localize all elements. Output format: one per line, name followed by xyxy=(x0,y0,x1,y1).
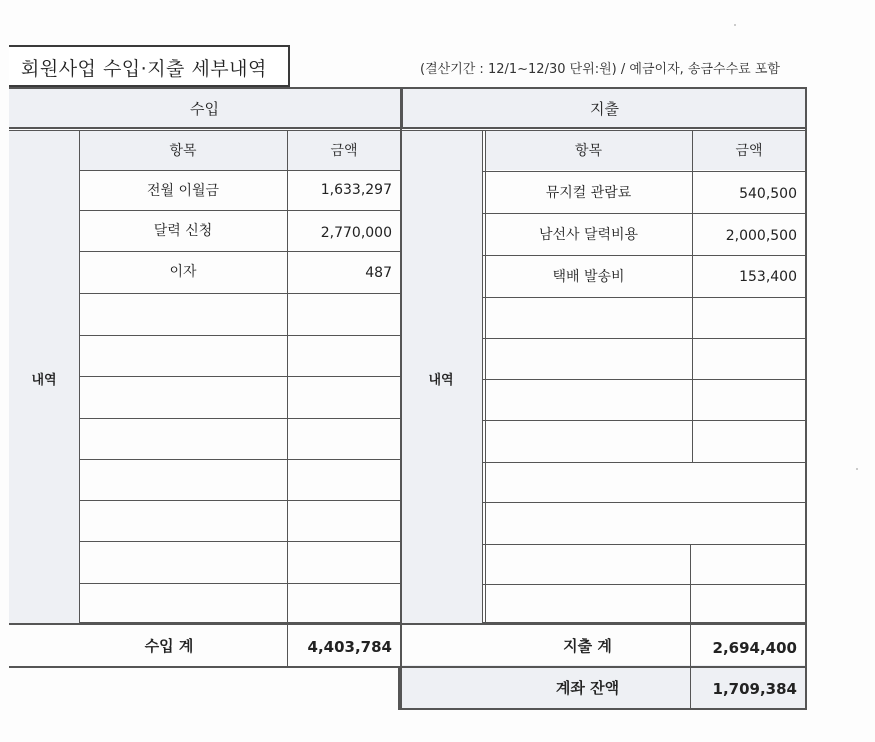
expense-total-value: 2,694,400 xyxy=(712,639,797,657)
grid-line xyxy=(9,666,807,668)
income-col-amount: 금액 xyxy=(330,143,358,159)
grid-line xyxy=(287,625,288,666)
grid-line xyxy=(482,255,805,256)
grid-line xyxy=(79,418,400,419)
grid-line xyxy=(79,335,400,336)
grid-line xyxy=(79,459,400,460)
income-row-label: 내역 xyxy=(31,372,57,388)
income-total-label: 수입 계 xyxy=(144,636,194,655)
income-row-3-item: 이자 xyxy=(169,264,197,280)
income-total-value: 4,403,784 xyxy=(307,638,392,656)
balance-value: 1,709,384 xyxy=(712,680,797,698)
income-col-item: 항목 xyxy=(169,143,197,159)
page-title xyxy=(9,45,290,87)
grid-line xyxy=(805,88,807,709)
grid-line xyxy=(482,544,805,545)
grid-line xyxy=(79,583,400,584)
expense-header: 지출 xyxy=(402,88,807,128)
expense-col-item: 항목 xyxy=(574,143,603,159)
scan-speck xyxy=(734,24,736,26)
grid-line xyxy=(9,87,807,89)
grid-line xyxy=(79,130,80,624)
expense-row-1-amount: 540,500 xyxy=(739,186,797,202)
grid-line xyxy=(482,213,805,214)
grid-line xyxy=(9,130,807,131)
grid-line xyxy=(690,625,691,709)
grid-line xyxy=(690,544,691,624)
grid-line xyxy=(482,379,805,380)
grid-line xyxy=(79,293,400,294)
grid-line xyxy=(692,130,693,462)
grid-line xyxy=(9,127,807,129)
expense-row-3-item: 택배 발송비 xyxy=(552,269,625,285)
grid-line xyxy=(79,500,400,501)
scan-speck xyxy=(856,468,858,470)
grid-line xyxy=(482,171,805,172)
expense-col-amount: 금액 xyxy=(735,143,763,159)
grid-line xyxy=(287,130,288,624)
grid-line xyxy=(482,420,805,421)
grid-line xyxy=(482,584,805,585)
income-header: 수입 xyxy=(9,88,400,128)
income-row-2-item: 달력 신청 xyxy=(153,223,213,239)
expense-row-1-item: 뮤지컬 관람료 xyxy=(545,185,632,201)
grid-line xyxy=(79,251,400,252)
expense-row-label: 내역 xyxy=(428,372,454,388)
grid-line xyxy=(79,376,400,377)
period-note: (결산기간 : 12/1~12/30 단위:원) / 예금이자, 송금수수료 포함 xyxy=(420,62,780,77)
expense-total-label: 지출 계 xyxy=(563,636,612,655)
grid-line xyxy=(485,130,486,624)
expense-row-2-item: 남선사 달력비용 xyxy=(538,227,639,243)
income-row-3-amount: 487 xyxy=(365,265,392,281)
grid-line xyxy=(400,88,402,709)
grid-line xyxy=(482,338,805,339)
grid-line xyxy=(482,502,805,503)
grid-line xyxy=(398,666,400,709)
income-row-1-amount: 1,633,297 xyxy=(320,182,392,198)
grid-line xyxy=(482,462,805,463)
grid-line xyxy=(9,623,807,625)
page-title-text: 회원사업 수입·지출 세부내역 xyxy=(21,57,267,80)
grid-line xyxy=(402,88,403,128)
grid-line xyxy=(79,210,400,211)
income-row-1-item: 전월 이월금 xyxy=(146,183,220,199)
grid-line xyxy=(482,297,805,298)
grid-line xyxy=(398,708,807,710)
expense-row-3-amount: 153,400 xyxy=(739,269,797,285)
grid-line xyxy=(79,170,400,171)
grid-line xyxy=(79,541,400,542)
grid-line xyxy=(482,130,483,624)
balance-label: 계좌 잔액 xyxy=(555,678,620,697)
income-row-2-amount: 2,770,000 xyxy=(320,225,392,241)
expense-row-2-amount: 2,000,500 xyxy=(725,228,797,244)
